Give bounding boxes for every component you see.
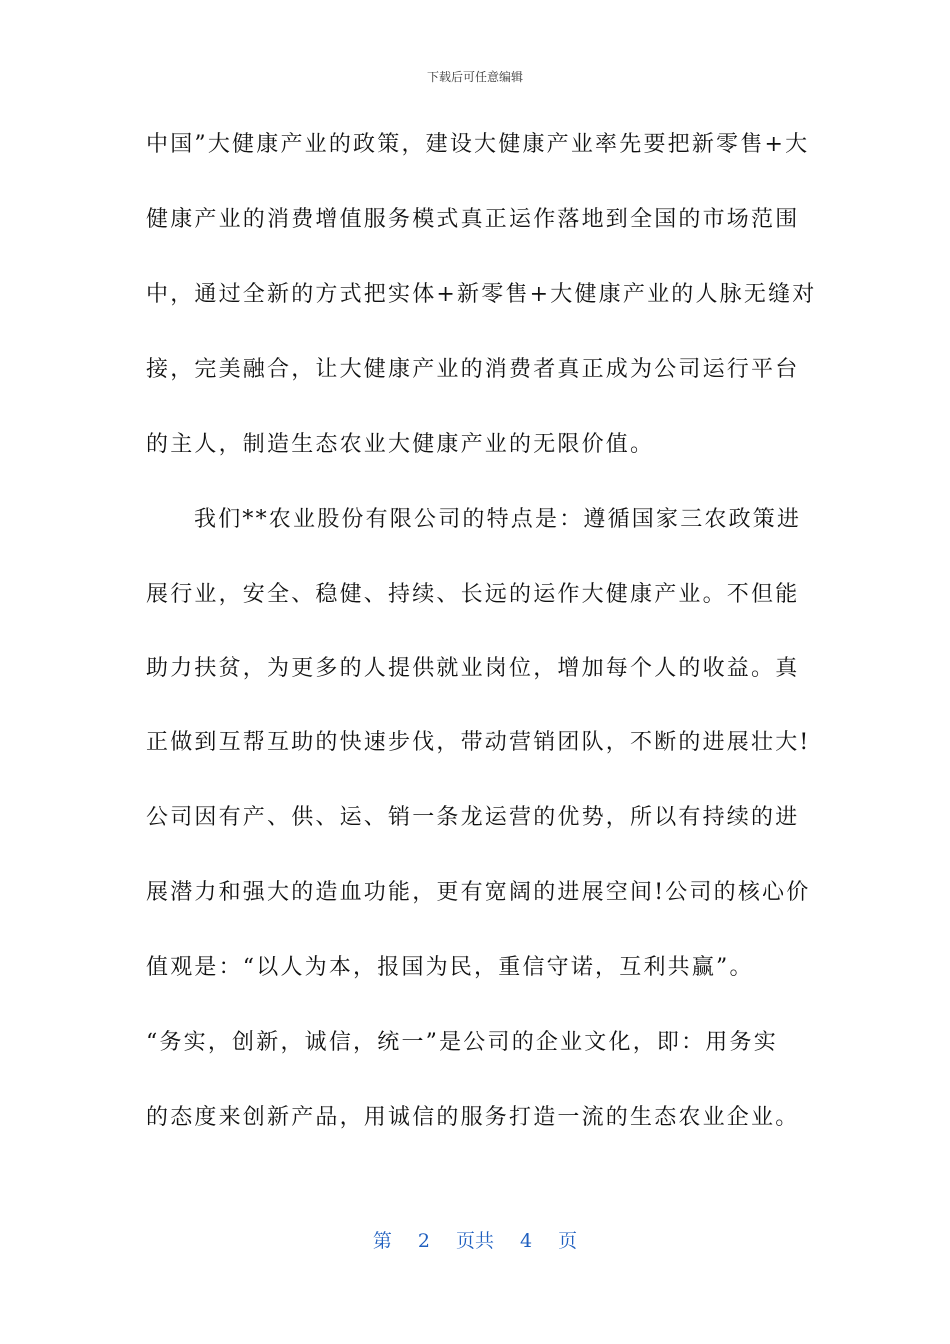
text-line: 接，完美融合，让大健康产业的消费者真正成为公司运行平台 (146, 357, 800, 382)
text-line: 健康产业的消费增值服务模式真正运作落地到全国的市场范围 (146, 207, 800, 232)
footer-prefix: 第 (372, 1230, 392, 1252)
text-line: 的主人，制造生态农业大健康产业的无限价值。 (146, 432, 655, 457)
text-line: “务实，创新，诚信，统一”是公司的企业文化，即：用务实 (146, 1030, 778, 1055)
text-line: 展潜力和强大的造血功能，更有宽阔的进展空间!公司的核心价 (146, 880, 811, 905)
total-pages-number: 4 (520, 1230, 533, 1252)
text-line: 值观是：“以人为本，报国为民，重信守诺，互利共赢”。 (146, 955, 754, 980)
text-line: 中国”大健康产业的政策，建设大健康产业率先要把新零售+大 (146, 132, 810, 157)
page-header: 下载后可任意编辑 (426, 70, 523, 84)
footer-middle: 页共 (455, 1230, 494, 1252)
text-line: 助力扶贫，为更多的人提供就业岗位，增加每个人的收益。真 (146, 656, 800, 681)
text-line: 公司因有产、供、运、销一条龙运营的优势，所以有持续的进 (146, 805, 800, 830)
text-line: 正做到互帮互助的快速步伐，带动营销团队，不断的进展壮大! (146, 730, 811, 755)
text-line: 展行业，安全、稳健、持续、长远的运作大健康产业。不但能 (146, 582, 800, 607)
text-line: 我们**农业股份有限公司的特点是：遵循国家三农政策进 (194, 507, 802, 532)
footer-suffix: 页 (558, 1230, 578, 1252)
text-line: 中，通过全新的方式把实体+新零售+大健康产业的人脉无缝对 (146, 282, 817, 307)
text-line: 的态度来创新产品，用诚信的服务打造一流的生态农业企业。 (146, 1105, 800, 1130)
page-footer (0, 1226, 950, 1253)
current-page-number: 2 (417, 1230, 430, 1252)
